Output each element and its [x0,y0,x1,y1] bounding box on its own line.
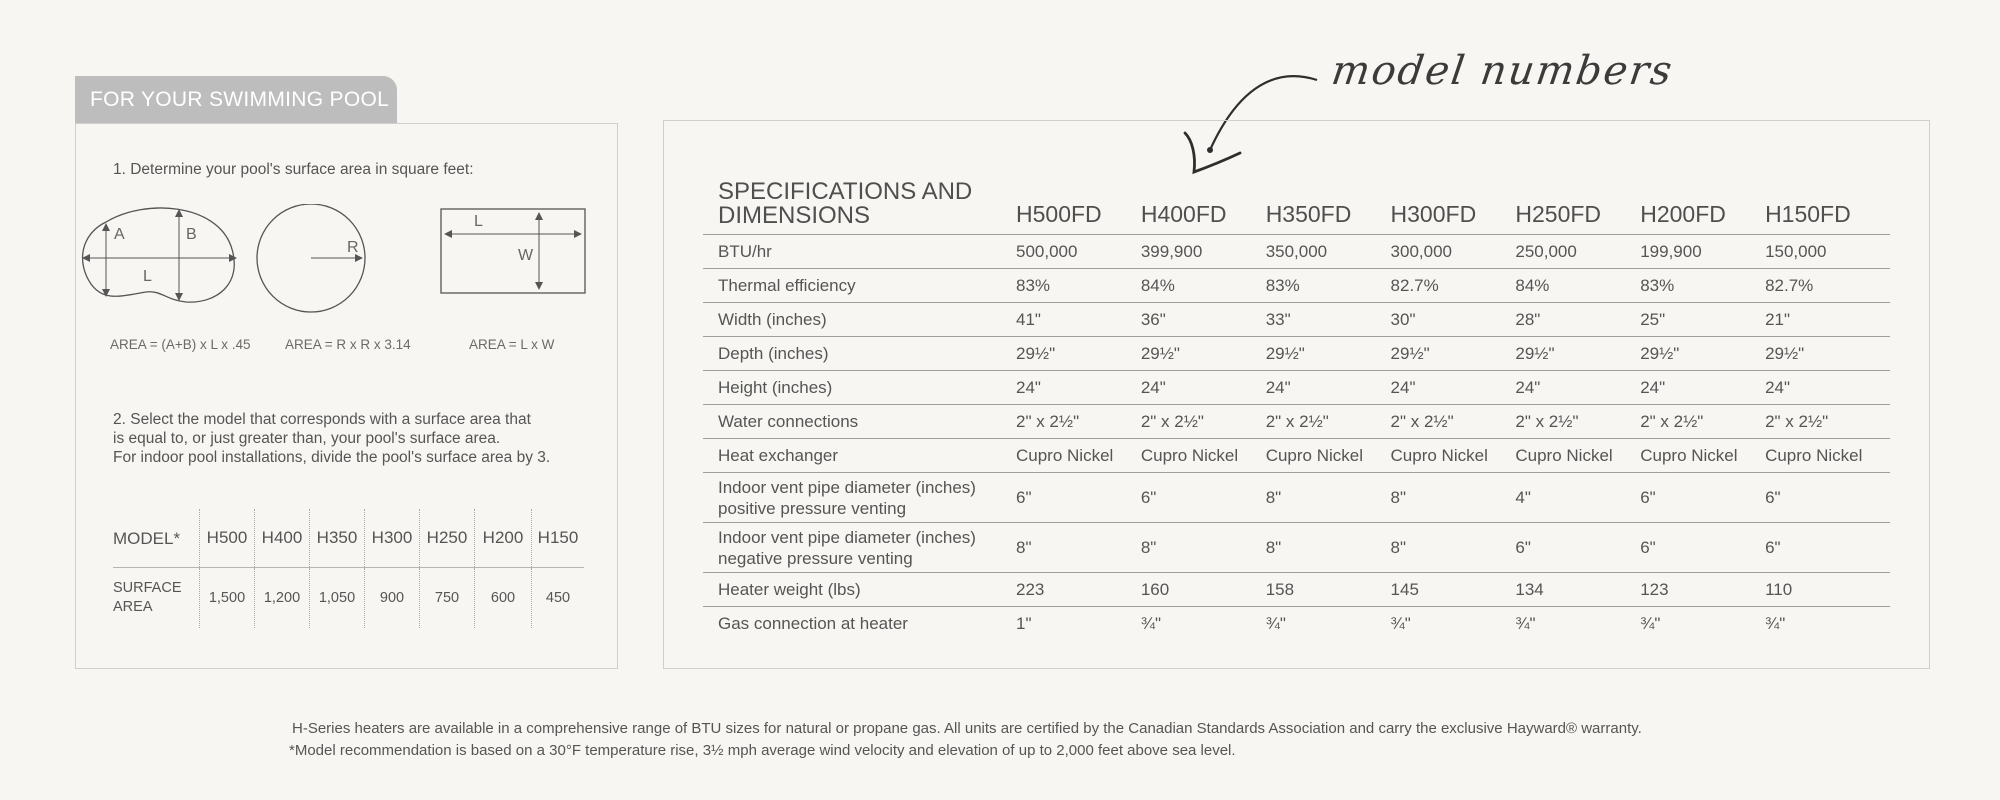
spec-row [703,607,1890,641]
spec-value-cell: Cupro Nickel [1266,439,1391,473]
model-column-label: MODEL* [113,509,200,568]
spec-value-cell: 82.7% [1391,269,1516,303]
step-2-line: 2. Select the model that corresponds with a surface area that [113,411,531,428]
spec-value-cell: ¾" [1390,613,1411,633]
spec-value-cell: 8" [1141,523,1266,573]
rectangular-pool-diagram [441,209,585,293]
spec-value-cell: 8" [1391,473,1516,523]
spec-value-cell: Cupro Nickel [1640,439,1765,473]
spec-value-cell: 158 [1266,573,1391,607]
spec-value-cell: 1" [1016,613,1032,633]
spec-value-cell: 8" [1391,523,1516,573]
spec-row-label-line: Width (inches) [718,310,827,329]
spec-header-row [703,176,1890,235]
spec-row [703,269,1890,303]
spec-value-cell: 24" [1016,371,1141,405]
spec-row-label-line: Indoor vent pipe diameter (inches) [718,527,976,547]
spec-value-cell: 6" [1640,473,1765,523]
spec-value-cell: 223 [1016,573,1141,607]
model-surface-area-table [113,509,584,628]
specifications-panel [663,120,1930,669]
kidney-label-l: L [143,268,152,285]
spec-row [703,573,1890,607]
step-1-text: 1. Determine your pool's surface area in square feet: [113,161,474,178]
spec-row-label [703,573,1016,607]
spec-table-body [703,235,1890,641]
spec-value-cell: 8" [1266,473,1391,523]
spec-value-cell: 2" x 2½" [1016,405,1141,439]
pool-sizing-panel [75,123,618,669]
kidney-label-a: A [114,226,125,243]
spec-row-label [703,473,1016,523]
area-cell: 450 [532,568,585,629]
spec-value-cell: 83% [1266,269,1391,303]
spec-row-label-line: Thermal efficiency [718,276,856,295]
spec-row [703,473,1890,523]
spec-value-cell: 350,000 [1266,235,1391,269]
spec-value-cell: 6" [1141,473,1266,523]
round-pool-diagram [257,204,365,312]
rect-label-l: L [474,213,483,230]
spec-row-label-line: Heat exchanger [718,446,839,465]
surface-area-label-line: AREA [113,599,153,615]
spec-value-cell: ¾" [1140,613,1162,633]
pool-shape-diagrams [76,204,619,334]
spec-value-cell: 500,000 [1016,235,1141,269]
round-label-r: R [347,239,359,256]
spec-value-cell: ¾" [1265,613,1286,633]
spec-value-cell: 82.7% [1765,269,1890,303]
spec-row-label [703,337,1016,371]
step-2-text [113,410,613,467]
spec-value-cell: 41" [1016,303,1141,337]
spec-row-label [703,523,1016,573]
model-header: H300FD [1391,176,1516,235]
spec-value-cell: 24" [1765,371,1890,405]
spec-value-cell: 83% [1016,269,1141,303]
spec-value-cell: ¾" [1515,613,1536,633]
spec-value-cell: 6" [1016,473,1141,523]
spec-row-label [703,269,1016,303]
spec-value-cell: 29½" [1640,337,1765,371]
model-header: H250FD [1515,176,1640,235]
spec-value-cell: 30" [1391,303,1516,337]
spec-value-cell: 24" [1515,371,1640,405]
spec-value-cell: Cupro Nickel [1391,439,1516,473]
model-cell: H350 [310,509,365,568]
spec-row [703,405,1890,439]
step-2-line: For indoor pool installations, divide the pool's surface area by 3. [113,449,551,466]
spec-value-cell: Cupro Nickel [1765,439,1890,473]
spec-row-label-line: Heater weight (lbs) [718,580,861,599]
model-cell: H300 [365,509,420,568]
spec-value-cell: 134 [1515,573,1640,607]
spec-value-cell: 150,000 [1765,235,1890,269]
footnote-warranty: H-Series heaters are available in a comprehensive range of BTU sizes for natural or propane gas. All units are certified by the Canadian Standards Association and carry the exclusive Hayward® warranty. [292,720,1642,737]
spec-value-cell: ¾" [1640,613,1661,633]
spec-value-cell: 84% [1141,269,1266,303]
step-2-line: is equal to, or just greater than, your pool's surface area. [113,430,501,447]
model-cell: H150 [532,509,585,568]
spec-value-cell: 2" x 2½" [1765,405,1890,439]
spec-row-label [703,439,1016,473]
kidney-label-b: B [186,226,197,243]
spec-value-cell: 4" [1515,473,1640,523]
footnote-model-recommendation: *Model recommendation is based on a 30°F temperature rise, 3½ mph average wind velocity and elevation of up to 2,000 feet above sea level. [289,742,1236,759]
model-numbers-annotation: model numbers [1328,48,1677,94]
spec-title-line: SPECIFICATIONS AND [718,178,973,205]
spec-value-cell: Cupro Nickel [1141,439,1266,473]
spec-value-cell: 36" [1141,303,1266,337]
spec-row-label-line: Water connections [718,412,859,431]
model-header: H350FD [1266,176,1391,235]
spec-row-label-line: positive pressure venting [718,498,907,518]
spec-row-label-line: Indoor vent pipe diameter (inches) [718,477,976,497]
spec-value-cell: 250,000 [1515,235,1640,269]
area-cell: 750 [420,568,475,629]
spec-title-line: DIMENSIONS [718,202,871,229]
spec-row-label-line: Depth (inches) [718,344,829,363]
surface-area-label [113,568,200,629]
spec-value-cell: 145 [1391,573,1516,607]
model-header: H400FD [1141,176,1266,235]
spec-value-cell: 110 [1765,573,1890,607]
spec-row [703,523,1890,573]
surface-area-label-line: SURFACE [113,580,182,596]
spec-value-cell: 399,900 [1141,235,1266,269]
spec-value-cell: 2" x 2½" [1266,405,1391,439]
spec-value-cell: 160 [1141,573,1266,607]
model-header: H150FD [1765,176,1890,235]
rect-area-formula: AREA = L x W [469,337,555,352]
spec-row-label [703,235,1016,269]
spec-value-cell: 24" [1391,371,1516,405]
spec-value-cell: ¾" [1765,613,1786,633]
spec-value-cell: Cupro Nickel [1515,439,1640,473]
section-tab-title: FOR YOUR SWIMMING POOL [75,76,397,124]
model-cell: H400 [255,509,310,568]
spec-value-cell: Cupro Nickel [1016,439,1141,473]
spec-value-cell: 6" [1765,473,1890,523]
spec-row-label [703,607,1016,641]
spec-value-cell: 123 [1640,573,1765,607]
spec-value-cell: 83% [1640,269,1765,303]
spec-value-cell: 29½" [1765,337,1890,371]
kidney-pool-diagram [83,208,236,302]
spec-value-cell: 8" [1266,523,1391,573]
spec-value-cell: 2" x 2½" [1141,405,1266,439]
spec-value-cell: 21" [1765,303,1890,337]
round-area-formula: AREA = R x R x 3.14 [285,337,411,352]
spec-value-cell: 2" x 2½" [1391,405,1516,439]
model-header: H200FD [1640,176,1765,235]
spec-value-cell: 24" [1141,371,1266,405]
spec-value-cell: 24" [1266,371,1391,405]
spec-value-cell: 29½" [1266,337,1391,371]
spec-table-title [703,176,1016,235]
model-cell: H250 [420,509,475,568]
spec-row [703,439,1890,473]
spec-value-cell: 29½" [1391,337,1516,371]
kidney-area-formula: AREA = (A+B) x L x .45 [110,337,251,352]
spec-value-cell: 29½" [1016,337,1141,371]
spec-value-cell: 6" [1640,523,1765,573]
spec-row-label-line: Height (inches) [718,378,833,397]
spec-value-cell: 33" [1266,303,1391,337]
model-cell: H500 [200,509,255,568]
spec-value-cell: 6" [1515,523,1640,573]
spec-value-cell: 28" [1515,303,1640,337]
spec-row-label [703,303,1016,337]
rect-label-w: W [518,247,534,264]
spec-row-label [703,371,1016,405]
model-cell: H200 [475,509,532,568]
spec-row-label-line: Gas connection at heater [718,614,908,633]
spec-row [703,371,1890,405]
spec-value-cell: 84% [1515,269,1640,303]
spec-value-cell: 29½" [1515,337,1640,371]
area-cell: 1,200 [255,568,310,629]
area-cell: 600 [475,568,532,629]
spec-row [703,337,1890,371]
spec-value-cell: 2" x 2½" [1515,405,1640,439]
specifications-table [703,176,1890,640]
spec-row-label-line: negative pressure venting [718,548,913,568]
spec-row-label [703,405,1016,439]
spec-value-cell: 199,900 [1640,235,1765,269]
spec-row-label-line: BTU/hr [718,242,772,261]
spec-value-cell: 29½" [1141,337,1266,371]
spec-value-cell: 6" [1765,523,1890,573]
spec-value-cell: 8" [1016,523,1141,573]
spec-row [703,303,1890,337]
area-cell: 1,500 [200,568,255,629]
spec-value-cell: 25" [1640,303,1765,337]
model-header: H500FD [1016,176,1141,235]
spec-row [703,235,1890,269]
spec-value-cell: 24" [1640,371,1765,405]
area-cell: 900 [365,568,420,629]
area-cell: 1,050 [310,568,365,629]
spec-value-cell: 300,000 [1391,235,1516,269]
spec-value-cell: 2" x 2½" [1640,405,1765,439]
